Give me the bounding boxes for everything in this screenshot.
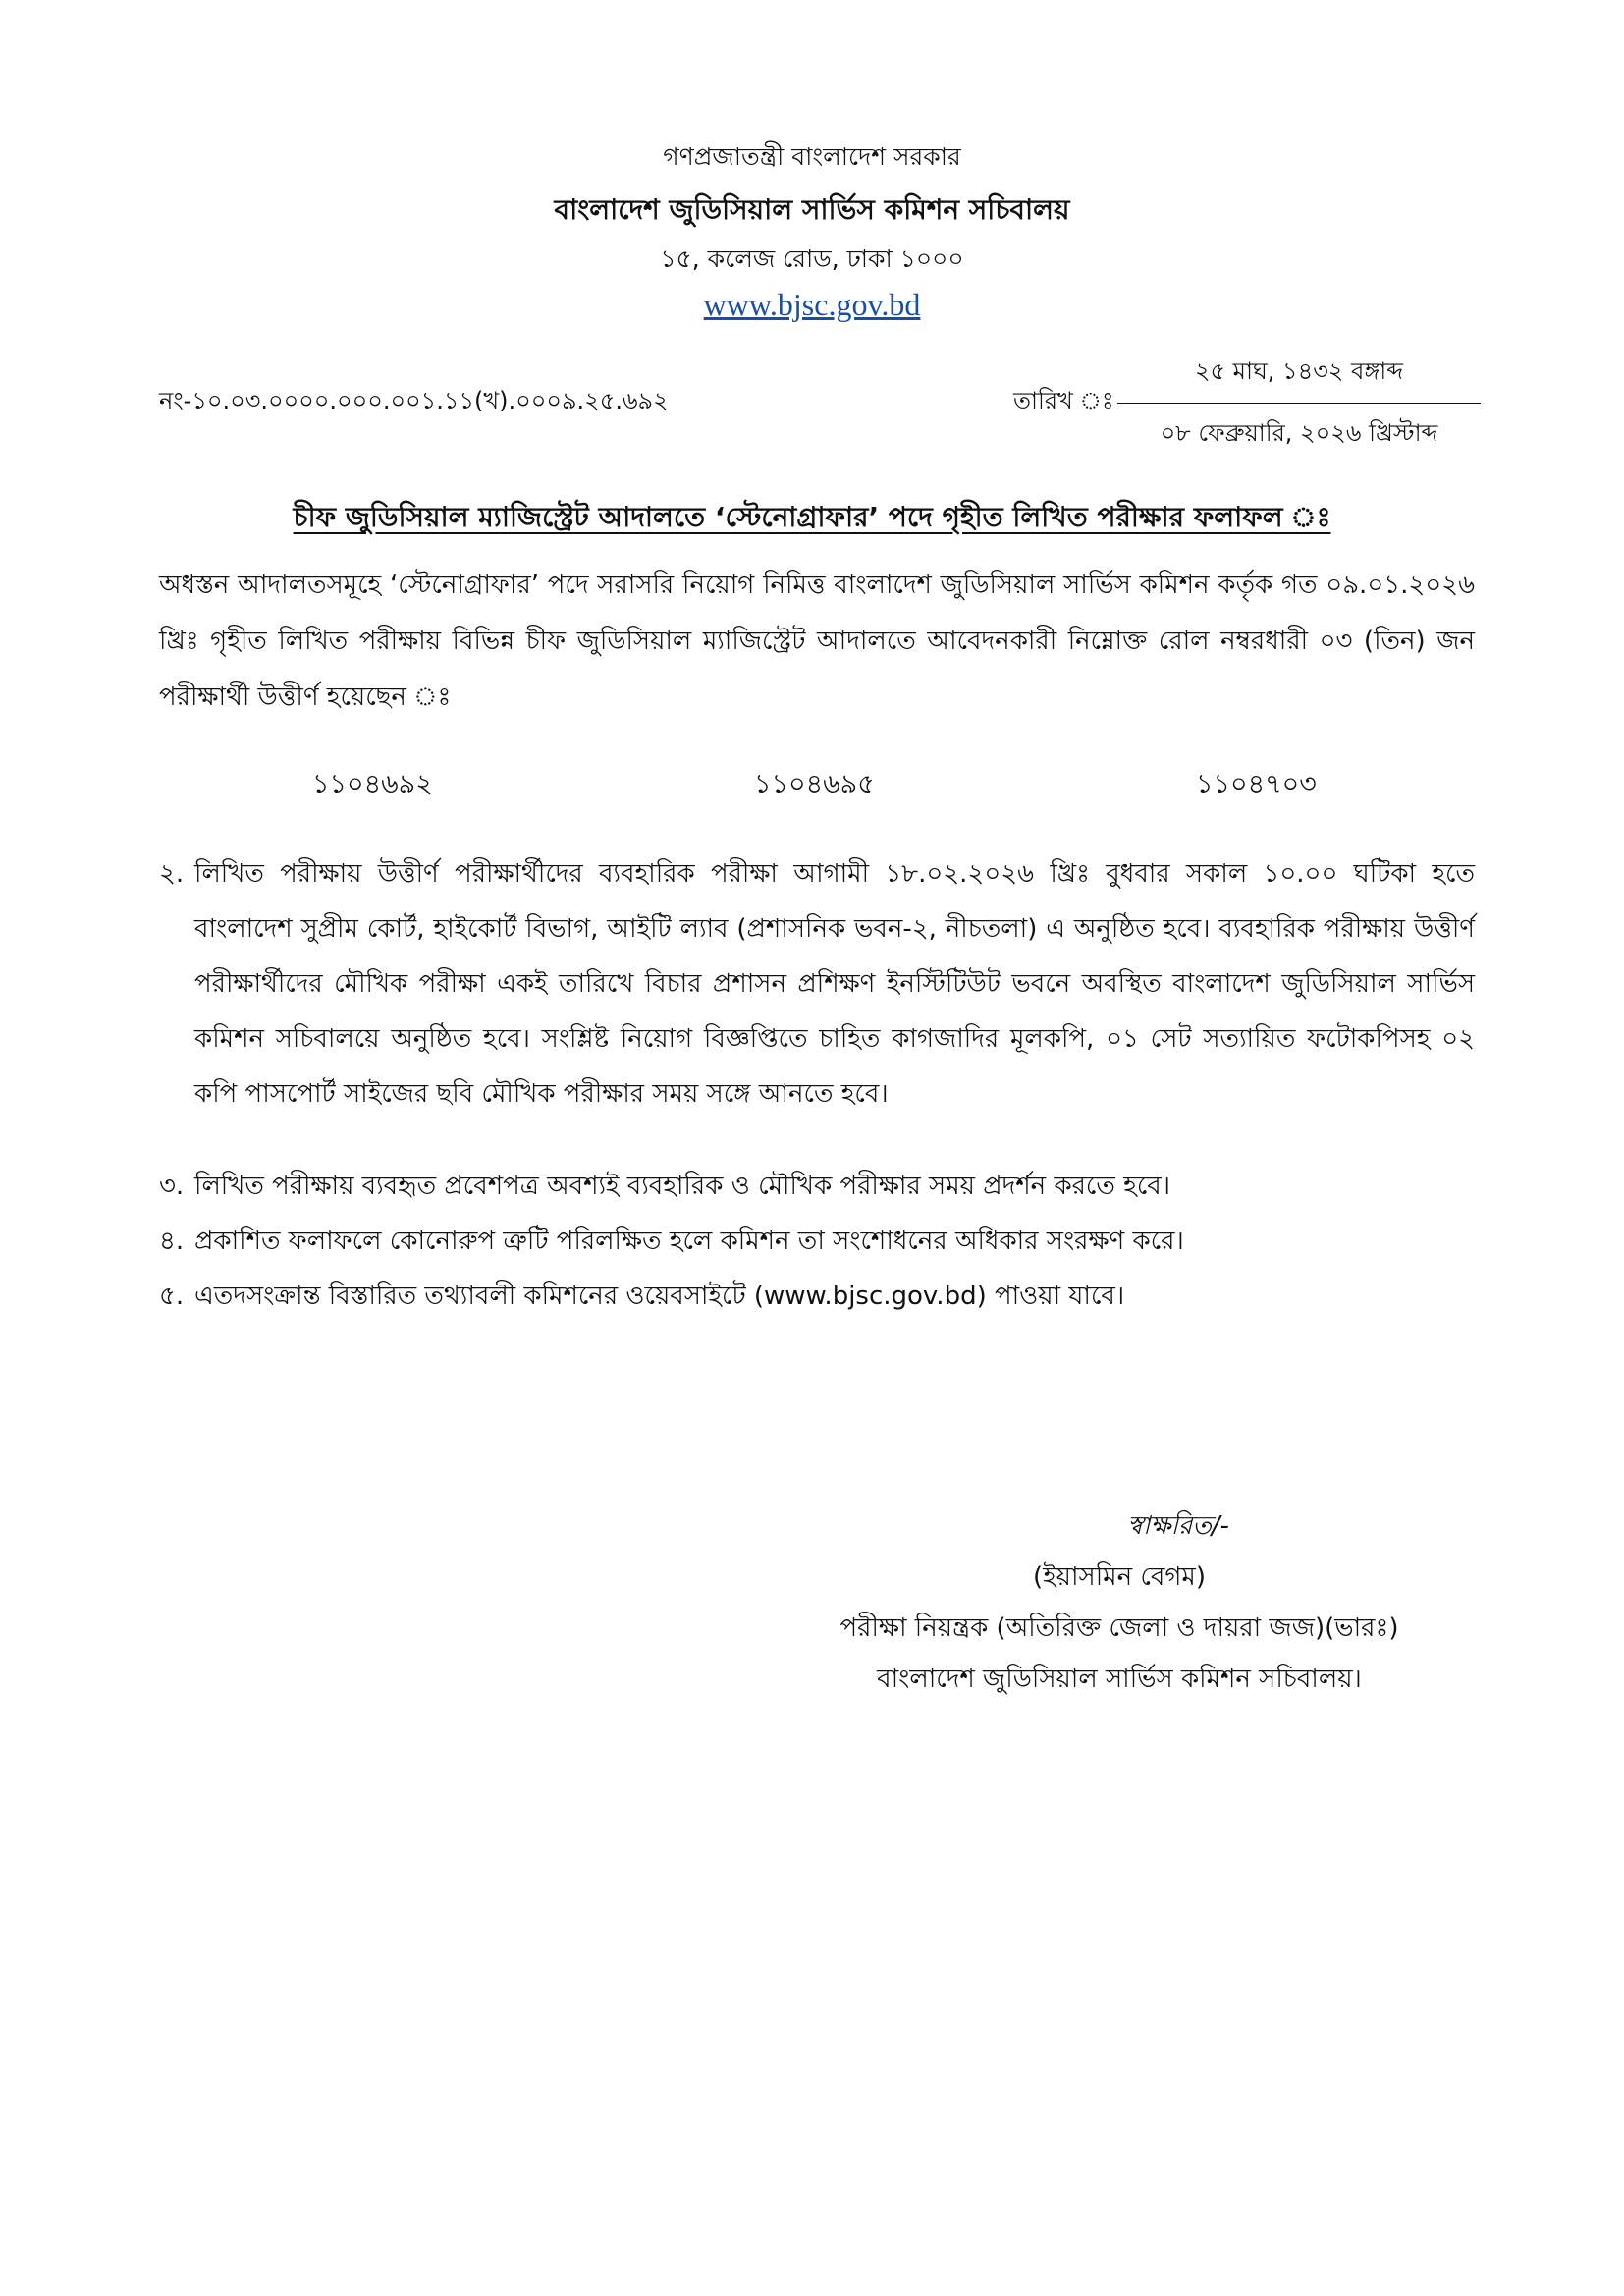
item-number: ৫. (159, 1282, 185, 1311)
subject-text: চীফ জুডিসিয়াল ম্যাজিস্ট্রেট আদালতে ‘স্টেনোগ্রাফার’ পদে গৃহীত লিখিত পরীক্ষার ফলাফল ঃ (293, 501, 1331, 533)
item-number: ৪. (159, 1227, 185, 1256)
notice-item (159, 1159, 1475, 1214)
item-number: ৩. (159, 1172, 185, 1201)
office-heading: বাংলাদেশ জুডিসিয়াল সার্ভিস কমিশন সচিবালয় (554, 193, 1070, 226)
intro-paragraph: অধস্তন আদালতসমূহে ‘স্টেনোগ্রাফার’ পদে সরাসরি নিয়োগ নিমিত্ত বাংলাদেশ জুডিসিয়াল সার্ভিস কমিশন কর্তৃক গত ০৯.০১.২০২৬ খ্রিঃ গৃহীত লিখিত পরীক্ষায় বিভিন্ন চীফ জুডিসিয়াল ম্যাজিস্ট্রেট আদালতে আবেদনকারী নিম্নোক্ত রোল নম্বরধারী ০৩ (তিন) জন পরীক্ষার্থী উত্তীর্ণ হয়েছেন ঃ (159, 571, 1475, 712)
date-bangla: ২৫ মাঘ, ১৪৩২ বঙ্গাব্দ (1117, 354, 1481, 404)
notice-item (159, 847, 1475, 1121)
signatory-designation: পরীক্ষা নিয়ন্ত্রক (অতিরিক্ত জেলা ও দায়রা জজ)(ভারঃ) (839, 1613, 1399, 1643)
roll-number: ১১০৪৭০৩ (1196, 769, 1317, 799)
item-text: এতদসংক্রান্ত বিস্তারিত তথ্যাবলী কমিশনের ওয়েবসাইটে (www.bjsc.gov.bd) পাওয়া যাবে। (194, 1282, 1125, 1311)
notice-subject (0, 496, 1624, 542)
signed-mark: স্বাক্ষরিত/- (1127, 1511, 1229, 1541)
date-label: তারিখ ঃ (1013, 387, 1114, 414)
item-number: ২. (159, 859, 185, 889)
government-heading: গণপ্রজাতন্ত্রী বাংলাদেশ সরকার (663, 142, 961, 171)
roll-number: ১১০৪৬৯২ (312, 769, 433, 799)
roll-number: ১১০৪৬৯৫ (754, 769, 875, 799)
notice-item (159, 1214, 1475, 1269)
item-text: প্রকাশিত ফলাফলে কোনোরুপ ত্রুটি পরিলক্ষিত হলে কমিশন তা সংশোধনের অধিকার সংরক্ষণ করে। (194, 1227, 1184, 1256)
memo-number: নং-১০.০৩.০০০০.০০০.০০১.১১(খ).০০০৯.২৫.৬৯২ (159, 387, 669, 414)
website-link[interactable]: www.bjsc.gov.bd (703, 287, 921, 322)
item-text: লিখিত পরীক্ষায় উত্তীর্ণ পরীক্ষার্থীদের ব্যবহারিক পরীক্ষা আগামী ১৮.০২.২০২৬ খ্রিঃ বুধবার সকাল ১০.০০ ঘটিকা হতে বাংলাদেশ সুপ্রীম কোর্ট, হাইকোর্ট বিভাগ, আইটি ল্যাব (প্রশাসনিক ভবন-২, নীচতলা) এ অনুষ্ঠিত হবে। ব্যবহারিক পরীক্ষায় উত্তীর্ণ পরীক্ষার্থীদের মৌখিক পরীক্ষা একই তারিখে বিচার প্রশাসন প্রশিক্ষণ ইনস্টিটিউট ভবনে অবস্থিত বাংলাদেশ জুডিসিয়াল সার্ভিস কমিশন সচিবালয়ে অনুষ্ঠিত হবে। সংশ্লিষ্ট নিয়োগ বিজ্ঞপ্তিতে চাহিত কাগজাদির মূলকপি, ০১ সেট সত্যায়িত ফটোকপিসহ ০২ কপি পাসপোর্ট সাইজের ছবি মৌখিক পরীক্ষার সময় সঙ্গে আনতে হবে। (194, 859, 1475, 1109)
item-text: লিখিত পরীক্ষায় ব্যবহৃত প্রবেশপত্র অবশ্যই ব্যবহারিক ও মৌখিক পরীক্ষার সময় প্রদর্শন করতে হবে। (194, 1172, 1171, 1201)
date-block (1117, 354, 1481, 455)
signatory-name: (ইয়াসমিন বেগম) (1033, 1562, 1206, 1592)
signature-block (766, 1501, 1473, 1705)
signatory-office: বাংলাদেশ জুডিসিয়াল সার্ভিস কমিশন সচিবালয়। (877, 1665, 1362, 1694)
date-gregorian: ০৮ ফেব্রুয়ারি, ২০২৬ খ্রিস্টাব্দ (1160, 419, 1438, 447)
office-address: ১৫, কলেজ রোড, ঢাকা ১০০০ (660, 245, 964, 273)
notice-item (159, 1269, 1475, 1324)
